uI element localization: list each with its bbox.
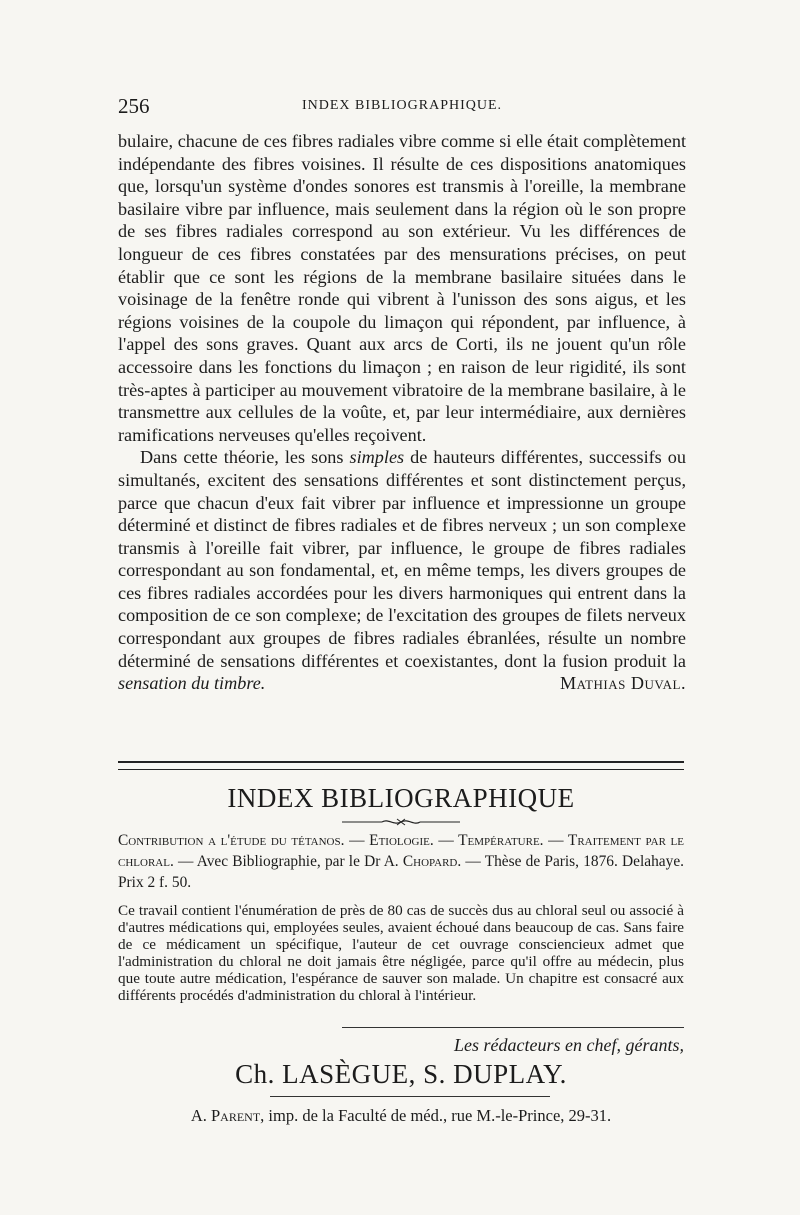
- imprint-rule: [270, 1096, 550, 1097]
- author-signature: Mathias Duval.: [559, 673, 686, 694]
- entry-details: — Avec Bibliographie, par le Dr A.: [173, 853, 403, 870]
- paragraph-2: [118, 446, 686, 695]
- entry-review: Ce travail contient l'énumération de près de 80 cas de succès dus au chloral seul ou associé à d'autres médications qui, employées seules, avaient échoué dans beaucoup de cas. Sans faire de ce médicament un spécifique, l'auteur de cet ouvrage consciencieux admet que l'administration du chloral ne doit jamais être négligée, parce qu'il offre au médecin, plus que toute autre médication, l'espérance de sauver son malade. Un chapitre est consacré aux différents procédés d'administration du chloral à l'intérieur.: [118, 902, 684, 1004]
- editors-names: Ch. LASÈGUE, S. DUPLAY.: [235, 1059, 567, 1089]
- paragraph-2-italic-timbre: sensation du timbre.: [118, 673, 266, 694]
- page-number: 256: [118, 94, 150, 118]
- paragraph-2-middle: de hauteurs différentes, successifs ou simultanés, excitent des sensations différentes et sont distinctement perçus, parce que chacun d'eux fait vibrer par influence et impressionne un groupe déterminé et distinct de fibres radiales et de fibres nerveux ; un son complexe transmis à l'oreille fait vibrer, par influence, le groupe de fibres radiales correspondant au son fondamental, et, en même temps, les divers groupes de ces fibres radiales accordées pour les divers harmoniques qui entrent dans la composition de ce son complexe; de l'excitation des groupes de filets nerveux correspondant aux groupes de fibres radiales ébranlées, résulte un nombre déterminé de sensations différentes et coexistantes, dont la fusion produit la: [118, 447, 686, 671]
- printer-name: A. Parent,: [190, 1106, 265, 1125]
- footer-rule: [342, 1027, 684, 1028]
- section-title: INDEX BIBLIOGRAPHIQUE: [227, 783, 575, 813]
- entry-publication: — Thèse de Paris, 1876. Delahaye. Prix 2 f. 50.: [118, 853, 684, 891]
- section-divider: [118, 761, 684, 770]
- bibliography-entry: [118, 830, 684, 893]
- paragraph-2-italic-simples: simples: [349, 447, 405, 468]
- page-header: [118, 94, 686, 122]
- entry-author: Chopard.: [402, 853, 462, 870]
- paragraph-2-start: Dans cette théorie, les sons: [140, 447, 350, 468]
- printer-address: imp. de la Faculté de méd., rue M.-le-Prince, 29-31.: [264, 1106, 612, 1125]
- editors-label: Les rédacteurs en chef, gérants,: [454, 1035, 684, 1055]
- ornament-flourish: [342, 818, 460, 826]
- running-title: INDEX BIBLIOGRAPHIQUE.: [301, 98, 503, 113]
- article-body: [118, 130, 686, 695]
- printer-imprint: [118, 1106, 684, 1126]
- entry-title: Contribution a l'étude du tétanos. — Etiologie. — Température. — Traitement par le chloral.: [118, 832, 684, 870]
- paragraph-1: bulaire, chacune de ces fibres radiales vibre comme si elle était complètement indépendante des fibres voisines. Il résulte de ces dispositions anatomiques que, lorsqu'un système d'ondes sonores est transmis à l'oreille, la membrane basilaire vibre par influence, mais seulement dans la région où le son propre de ses fibres radiales correspond au son extérieur. Vu les différences de longueur de ces fibres constatées par des mensurations précises, on peut établir que ce sont les régions de la membrane basilaire situées dans le voisinage de la fenêtre ronde qui vibrent à l'unisson des sons aigus, et les régions voisines de la coupole du limaçon qui répondent, par influence, à l'appel des sons graves. Quant aux arcs de Corti, ils ne jouent qu'un rôle accessoire dans les fonctions du limaçon ; en raison de leur rigidité, ils sont très-aptes à participer au mouvement vibratoire de la membrane basilaire, à le transmettre aux cellules de la voûte, et, par leur intermédiaire, aux dernières ramifications nerveuses qu'elles reçoivent.: [118, 131, 686, 445]
